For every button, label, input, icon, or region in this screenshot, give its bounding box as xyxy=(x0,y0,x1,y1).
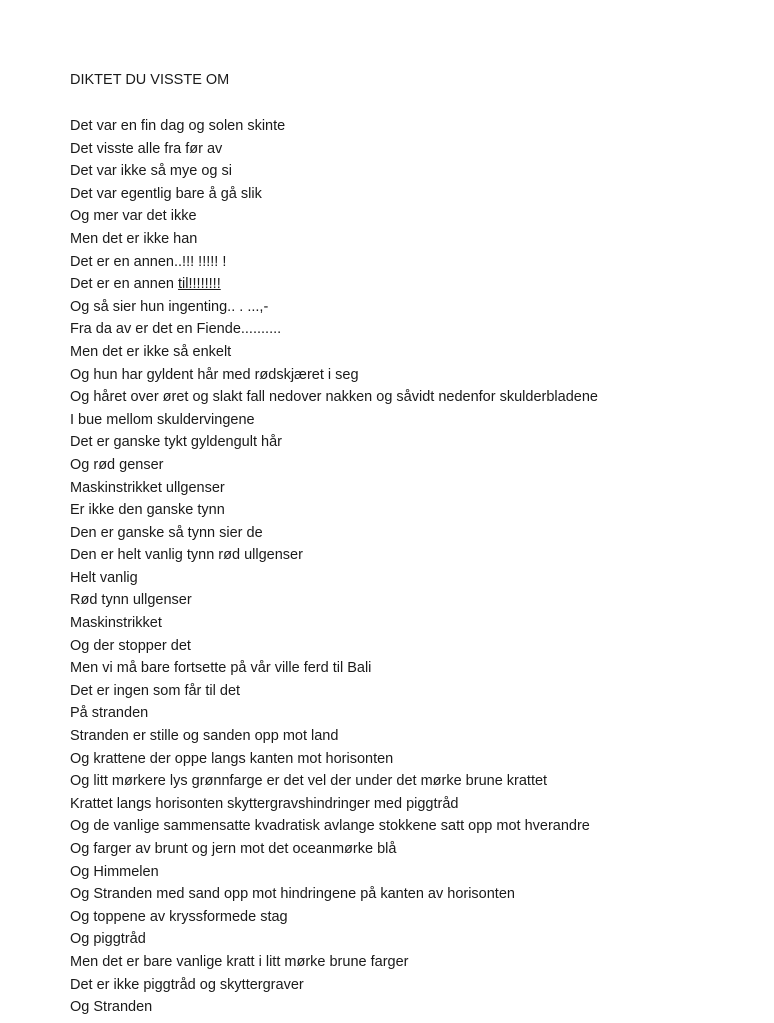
poem-body xyxy=(70,115,598,1019)
poem-line: Og så sier hun ingenting.. . ...,- xyxy=(70,298,269,315)
poem-line: Rød tynn ullgenser xyxy=(70,592,192,609)
poem-line: Og hun har gyldent hår med rødskjæret i seg xyxy=(70,366,359,383)
poem-line: Og der stopper det xyxy=(70,637,191,654)
poem-line: På stranden xyxy=(70,705,149,722)
poem-line: Og piggtråd xyxy=(70,931,146,948)
poem-line: Og de vanlige sammensatte kvadratisk avlange stokkene satt opp mot hverandre xyxy=(70,818,590,835)
poem-line: Det var ikke så mye og si xyxy=(70,163,232,180)
poem-line: Fra da av er det en Fiende.......... xyxy=(70,321,282,338)
poem-line: Og Stranden med sand opp mot hindringene på kanten av horisonten xyxy=(70,886,515,903)
poem-line: Og Himmelen xyxy=(70,863,159,880)
poem-line: Er ikke den ganske tynn xyxy=(70,502,225,519)
poem-line: Men det er bare vanlige kratt i litt mørke brune farger xyxy=(70,953,409,970)
poem-line: Og rød genser xyxy=(70,456,164,473)
poem-line: Det var egentlig bare å gå slik xyxy=(70,185,262,202)
poem-line: I bue mellom skuldervingene xyxy=(70,411,255,428)
poem-line: Det er ingen som får til det xyxy=(70,682,241,699)
poem-line: Og Stranden xyxy=(70,999,153,1016)
poem-line: Og mer var det ikke xyxy=(70,208,197,225)
poem-line: Krattet langs horisonten skyttergravshindringer med piggtråd xyxy=(70,795,459,812)
poem-line: Og farger av brunt og jern mot det oceanmørke blå xyxy=(70,841,397,857)
poem-line: Men det er ikke han xyxy=(70,230,198,247)
poem-line: Det var en fin dag og solen skinte xyxy=(70,118,286,134)
poem-title: DIKTET DU VISSTE OM xyxy=(70,72,230,88)
poem-line: Men det er ikke så enkelt xyxy=(70,343,232,360)
poem-line: Helt vanlig xyxy=(70,569,138,586)
poem-line: Stranden er stille og sanden opp mot land xyxy=(70,728,339,745)
poem-line: Og krattene der oppe langs kanten mot horisonten xyxy=(70,750,394,767)
poem-line: Det er en annen..!!! !!!!! ! xyxy=(70,253,227,270)
poem-line: Men vi må bare fortsette på vår ville ferd til Bali xyxy=(70,660,372,677)
poem-line: Det er ikke piggtråd og skyttergraver xyxy=(70,976,304,993)
poem-line: Og toppene av kryssformede stag xyxy=(70,908,288,925)
poem-line: Det er ganske tykt gyldengult hår xyxy=(70,434,282,451)
poem-line: Og litt mørkere lys grønnfarge er det vel der under det mørke brune krattet xyxy=(70,773,548,790)
poem-line: Maskinstrikket xyxy=(70,615,162,632)
poem-line: Og håret over øret og slakt fall nedover nakken og såvidt nedenfor skulderbladene xyxy=(70,389,598,406)
underlined-text: til!!!!!!!! xyxy=(178,276,221,293)
poem-line: Den er ganske så tynn sier de xyxy=(70,524,263,541)
poem-line: Det visste alle fra før av xyxy=(70,140,223,157)
poem-line: Maskinstrikket ullgenser xyxy=(70,479,225,496)
poem-line: Den er helt vanlig tynn rød ullgenser xyxy=(70,547,303,564)
poem-line-underlined: Det er en annen til!!!!!!!! xyxy=(70,276,221,293)
